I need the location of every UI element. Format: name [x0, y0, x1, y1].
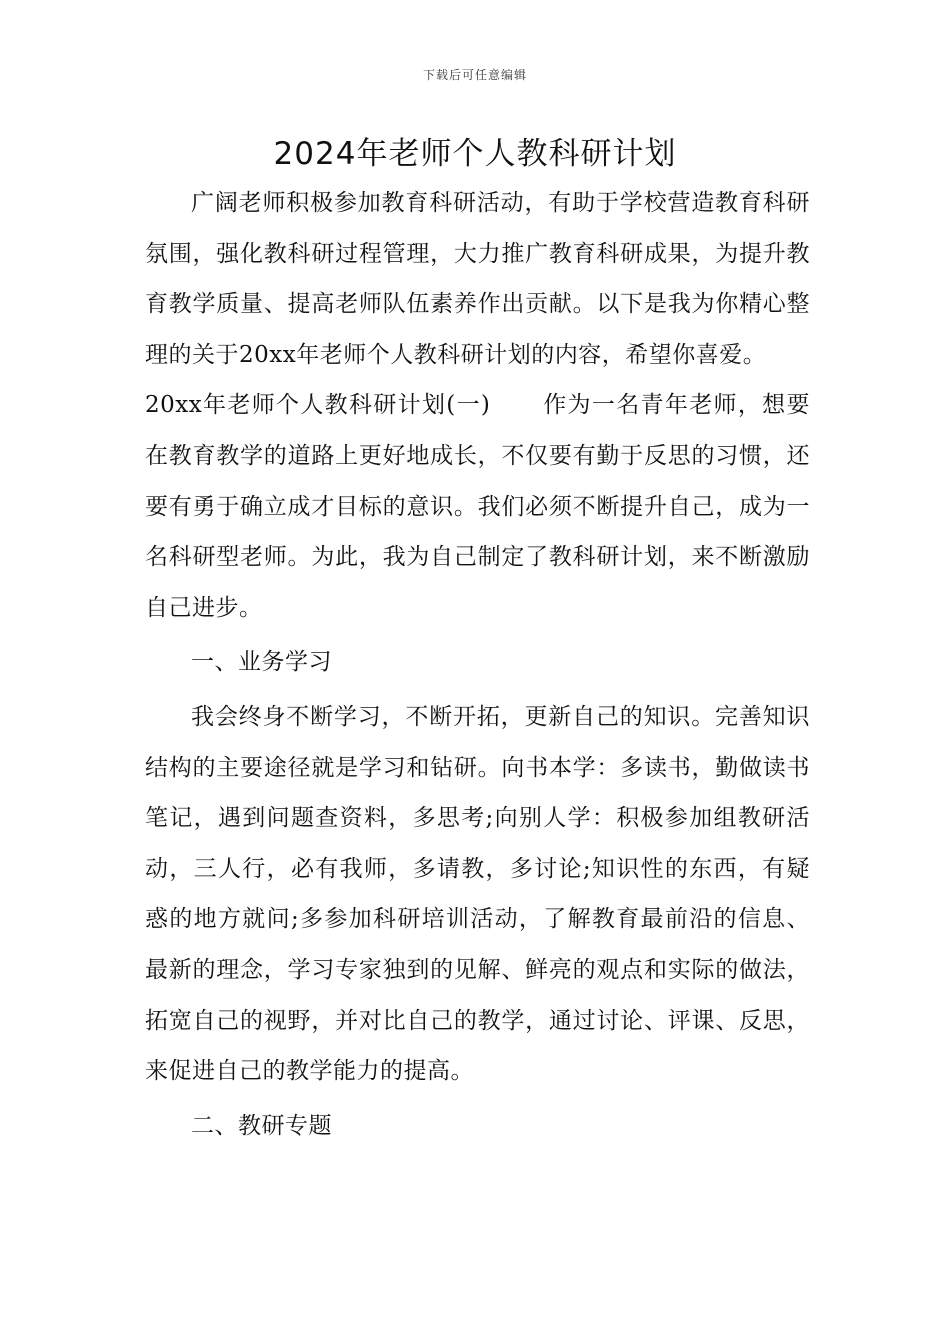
section-one-paragraph [145, 380, 810, 633]
document-body [145, 178, 810, 1151]
heading-research-topic: 二、教研专题 [191, 1112, 332, 1139]
header-note: 下载后可任意编辑 [422, 68, 527, 82]
document-title: 2024年老师个人教科研计划 [273, 136, 677, 172]
heading-business-study: 一、业务学习 [191, 649, 332, 676]
section-one-subtitle: 20xx年老师个人教科研计划(一) [145, 392, 491, 419]
section-one-lead-text: 作为一名青年老师，想要在教育教学的道路上更好地成长，不仅要有勤于反思的习惯，还要有勇于确立成才目标的意识。我们必须不断提升自己，成为一名科研型老师。为此，我为自己制定了教科研计划，来不断激励自己进步。 [145, 392, 811, 621]
business-study-paragraph: 我会终身不断学习，不断开拓，更新自己的知识。完善知识结构的主要途径就是学习和钻研。向书本学：多读书，勤做读书笔记，遇到问题查资料，多思考;向别人学：积极参加组教研活动，三人行，必有我师，多请教，多讨论;知识性的东西，有疑惑的地方就问;多参加科研培训活动，了解教育最前沿的信息、最新的理念，学习专家独到的见解、鲜亮的观点和实际的做法，拓宽自己的视野，并对比自己的教学，通过讨论、评课、反思，来促进自己的教学能力的提高。 [145, 703, 810, 1085]
intro-paragraph: 广阔老师积极参加教育科研活动，有助于学校营造教育科研氛围，强化教科研过程管理，大力推广教育科研成果，为提升教育教学质量、提高老师队伍素养作出贡献。以下是我为你精心整理的关于20xx年老师个人教科研计划的内容，希望你喜爱。 [145, 190, 810, 368]
